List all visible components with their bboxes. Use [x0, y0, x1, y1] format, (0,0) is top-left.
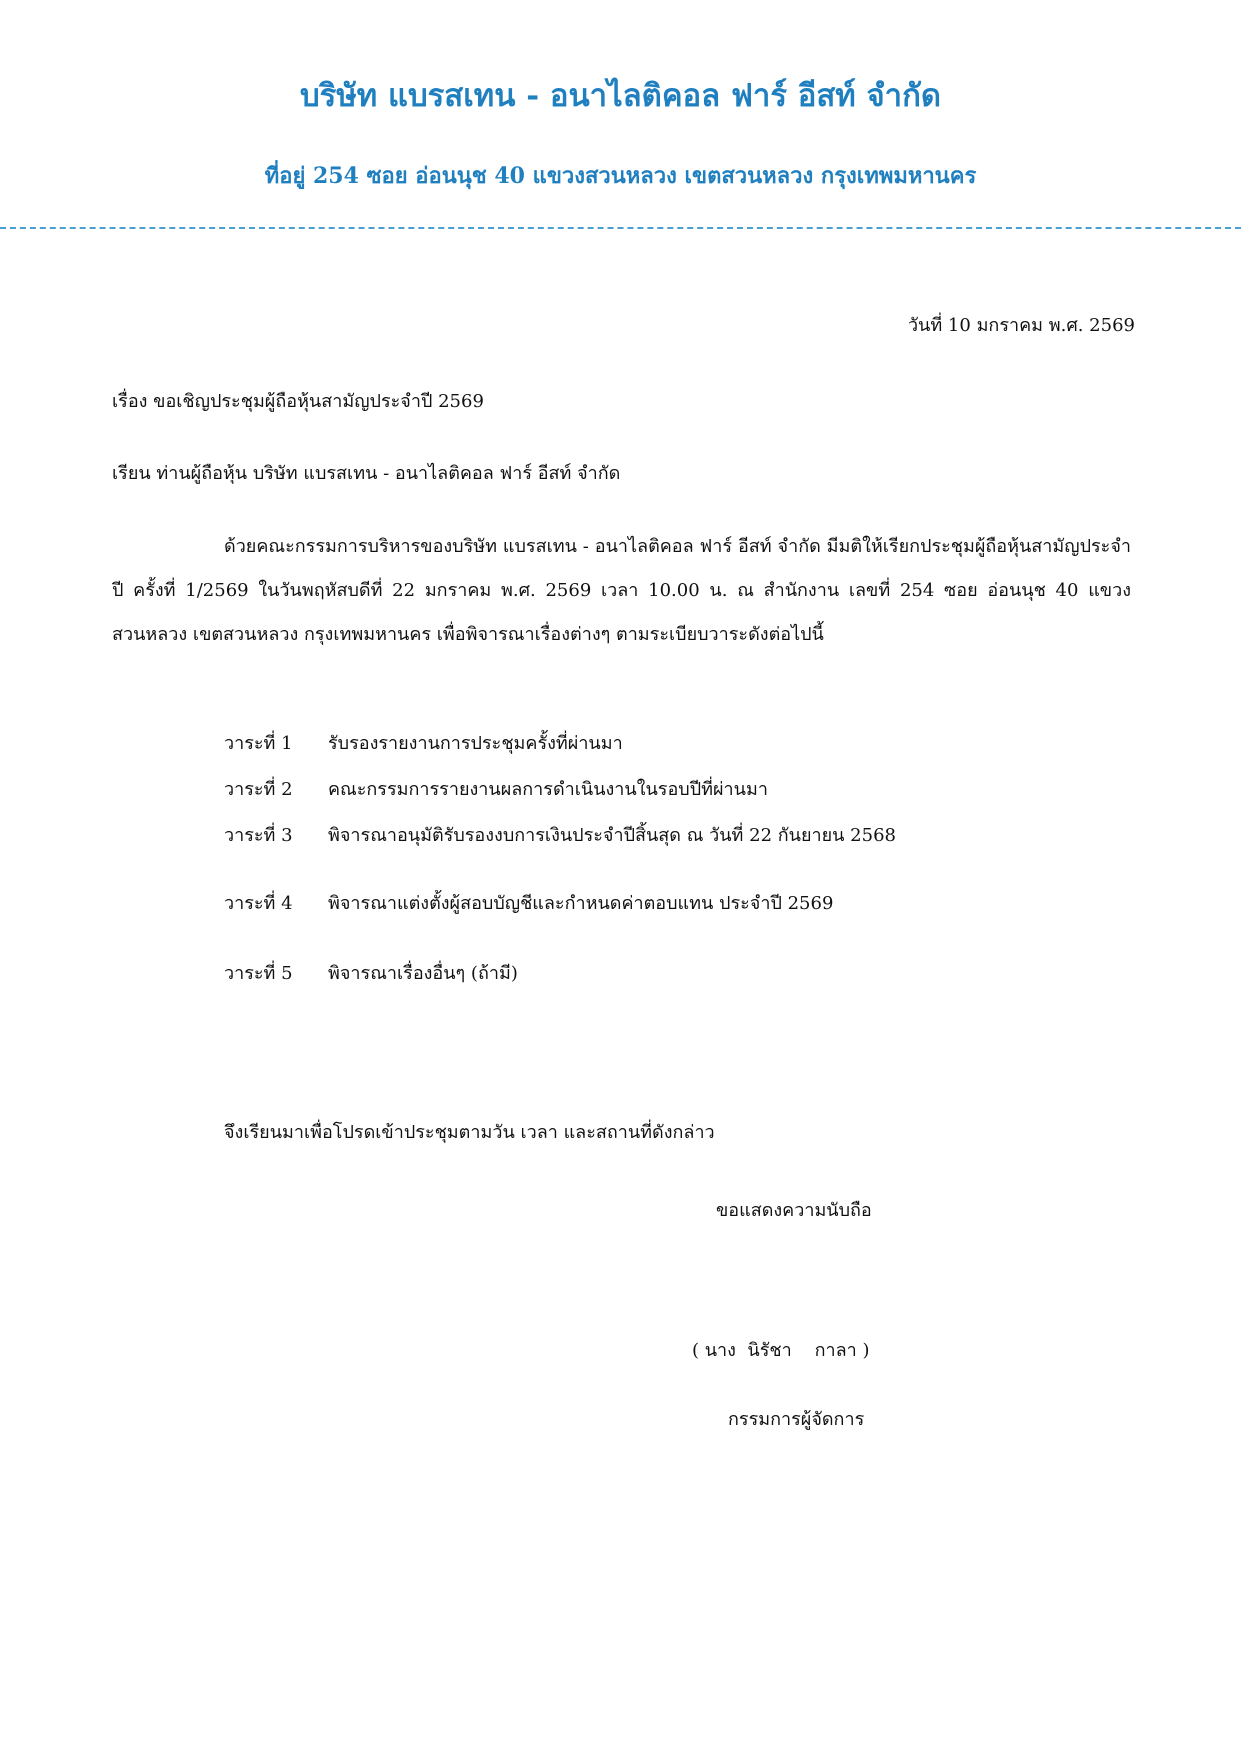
signer-name: ( นาง นิรัชา กาลา ) [692, 1340, 870, 1361]
header-divider [0, 227, 1241, 229]
agenda-item-text: พิจารณาอนุมัติรับรองงบการเงินประจำปีสิ้นสุด ณ วันที่ 22 กันยายน 2568 [328, 825, 896, 846]
agenda-item-1 [224, 728, 623, 757]
letter-regards: ขอแสดงความนับถือ [716, 1200, 872, 1221]
letter-body: ด้วยคณะกรรมการบริหารของบริษัท แบรสเทน - อนาไลติคอล ฟาร์ อีสท์ จำกัด มีมติให้เรียกประชุมผู้ถือหุ้นสามัญประจำปี ครั้งที่ 1/2569 ในวันพฤหัสบดีที่ 22 มกราคม พ.ศ. 2569 เวลา 10.00 น. ณ สำนักงาน เลขที่ 254 ซอย อ่อนนุช 40 แขวงสวนหลวง เขตสวนหลวง กรุงเทพมหานคร เพื่อพิจารณาเรื่องต่างๆ ตามระเบียบวาระดังต่อไปนี้ [112, 536, 1131, 645]
agenda-item-text: คณะกรรมการรายงานผลการดำเนินงานในรอบปีที่ผ่านมา [328, 779, 768, 800]
agenda-item-5 [224, 958, 518, 987]
agenda-item-label: วาระที่ 1 [224, 733, 293, 754]
letter-subject: เรื่อง ขอเชิญประชุมผู้ถือหุ้นสามัญประจำปี 2569 [112, 391, 484, 412]
agenda-item-3 [224, 820, 896, 849]
agenda-item-text: รับรองรายงานการประชุมครั้งที่ผ่านมา [328, 733, 623, 754]
agenda-item-label: วาระที่ 4 [224, 893, 293, 914]
agenda-item-2 [224, 774, 768, 803]
agenda-item-label: วาระที่ 5 [224, 963, 293, 984]
agenda-item-text: พิจารณาแต่งตั้งผู้สอบบัญชีและกำหนดค่าตอบแทน ประจำปี 2569 [328, 893, 834, 914]
agenda-item-label: วาระที่ 2 [224, 779, 293, 800]
company-address: ที่อยู่ 254 ซอย อ่อนนุช 40 แขวงสวนหลวง เขตสวนหลวง กรุงเทพมหานคร [264, 163, 977, 189]
letter-recipient: เรียน ท่านผู้ถือหุ้น บริษัท แบรสเทน - อนาไลติคอล ฟาร์ อีสท์ จำกัด [112, 463, 621, 484]
letter-date: วันที่ 10 มกราคม พ.ศ. 2569 [907, 315, 1135, 336]
agenda-item-text: พิจารณาเรื่องอื่นๆ (ถ้ามี) [328, 963, 518, 984]
agenda-item-4 [224, 888, 833, 917]
agenda-item-label: วาระที่ 3 [224, 825, 293, 846]
signer-position: กรรมการผู้จัดการ [728, 1409, 865, 1430]
letter-closing: จึงเรียนมาเพื่อโปรดเข้าประชุมตามวัน เวลา และสถานที่ดังกล่าว [224, 1122, 715, 1143]
company-name: บริษัท แบรสเทน - อนาไลติคอล ฟาร์ อีสท์ จำกัด [299, 78, 941, 114]
